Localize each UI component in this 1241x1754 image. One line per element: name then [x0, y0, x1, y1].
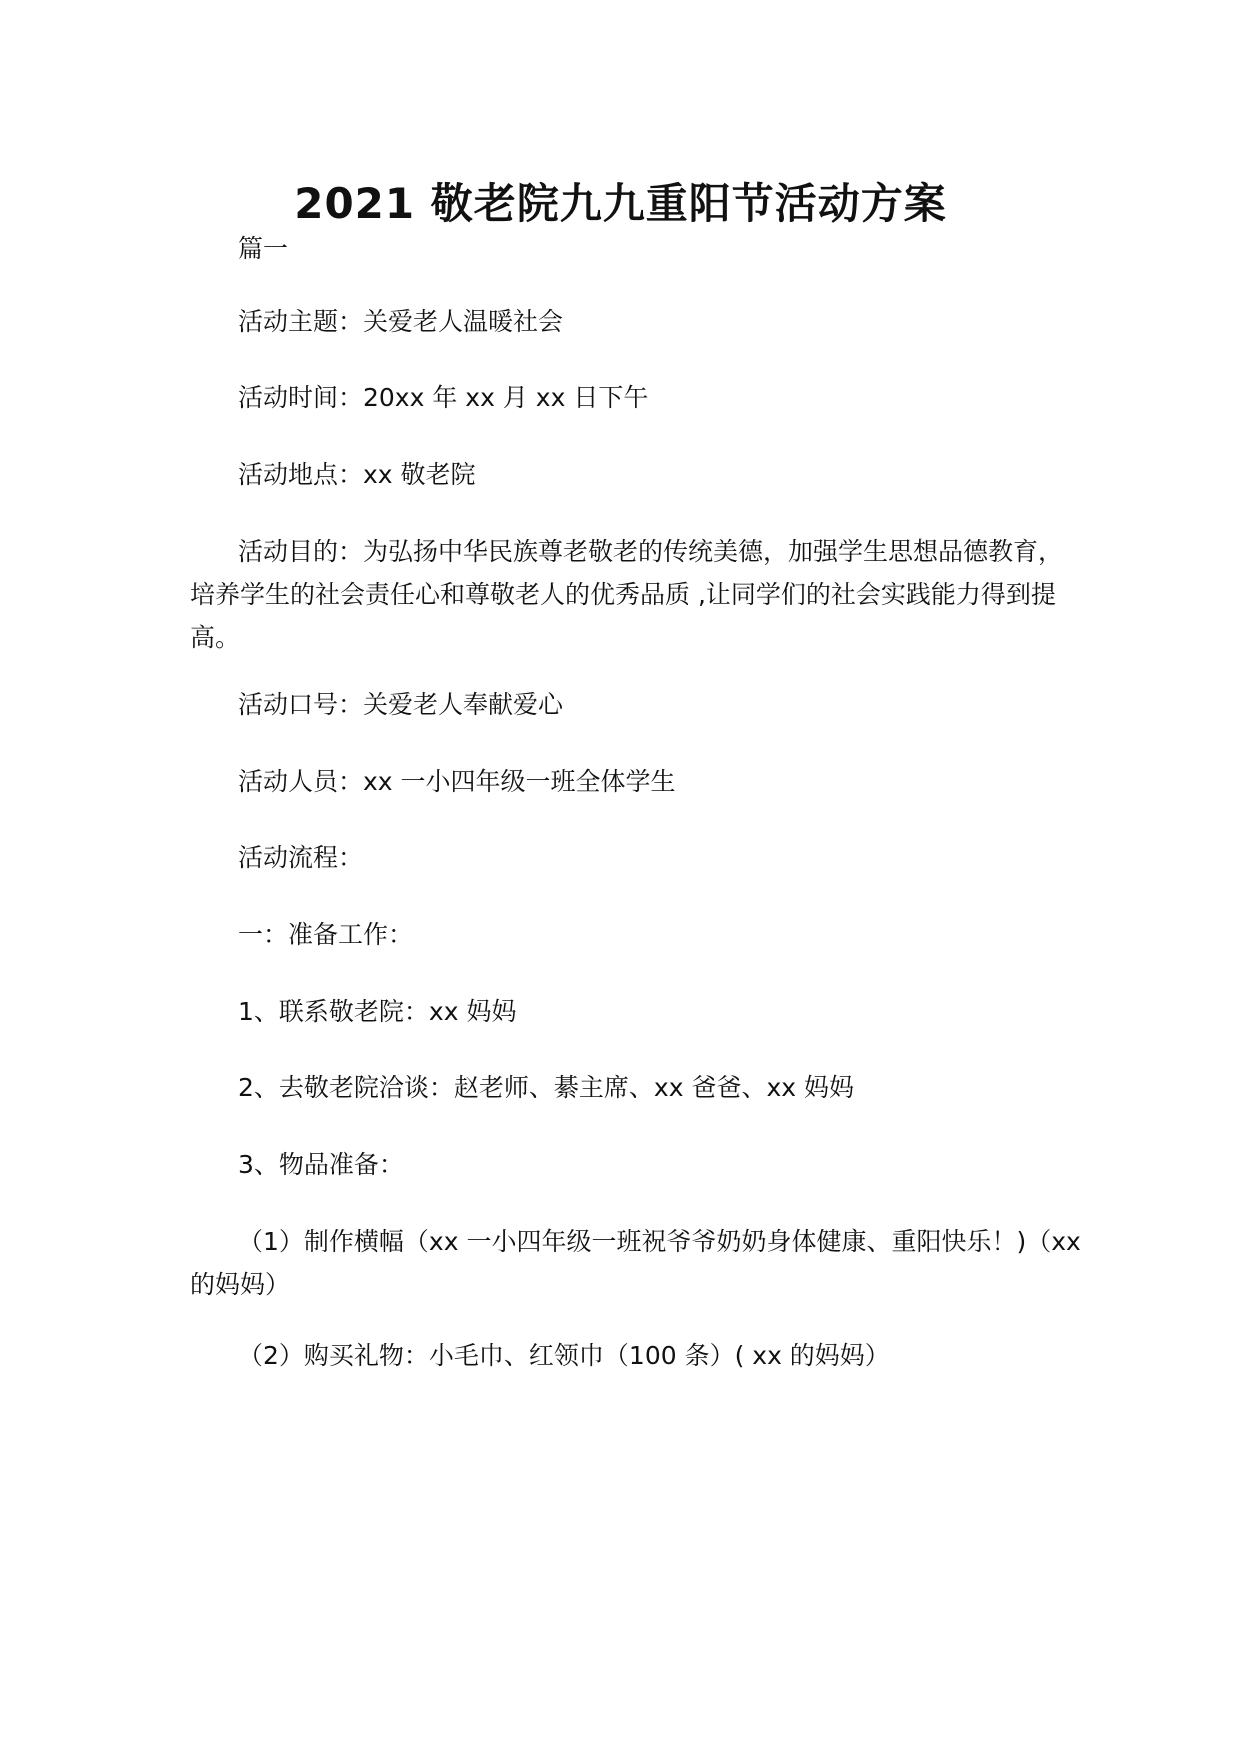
activity-time: 活动时间：20xx 年 xx 月 xx 日下午 [238, 383, 649, 412]
activity-people: 活动人员：xx 一小四年级一班全体学生 [238, 767, 676, 796]
prep-subitem-1 [190, 1220, 1081, 1306]
section-label: 篇一 [238, 234, 289, 263]
activity-theme: 活动主题：关爱老人温暖社会 [238, 307, 564, 336]
prep-item-1: 1、联系敬老院：xx 妈妈 [238, 997, 517, 1026]
document-title: 2021 敬老院九九重阳节活动方案 [294, 179, 947, 228]
purpose-line-3: 高。 [190, 623, 241, 652]
prep-subitem-2: （2）购买礼物：小毛巾、红领巾（100 条）( xx 的妈妈） [238, 1341, 890, 1370]
subitem-1-line-1: （1）制作横幅（xx 一小四年级一班祝爷爷奶奶身体健康、重阳快乐！)（xx [238, 1227, 1081, 1256]
activity-slogan: 活动口号：关爱老人奉献爱心 [238, 690, 564, 719]
prep-item-2: 2、去敬老院洽谈：赵老师、綦主席、xx 爸爸、xx 妈妈 [238, 1073, 854, 1102]
prep-item-3: 3、物品准备： [238, 1150, 404, 1179]
purpose-line-2: 培养学生的社会责任心和尊敬老人的优秀品质 ,让同学们的社会实践能力得到提 [190, 580, 1056, 609]
purpose-line-1: 活动目的：为弘扬中华民族尊老敬老的传统美德，加强学生思想品德教育， [238, 537, 1064, 566]
activity-purpose [190, 530, 1070, 659]
prep-heading: 一：准备工作： [238, 920, 414, 949]
activity-place: 活动地点：xx 敬老院 [238, 460, 476, 489]
activity-process: 活动流程： [238, 843, 364, 872]
subitem-1-line-2: 的妈妈） [190, 1270, 291, 1299]
